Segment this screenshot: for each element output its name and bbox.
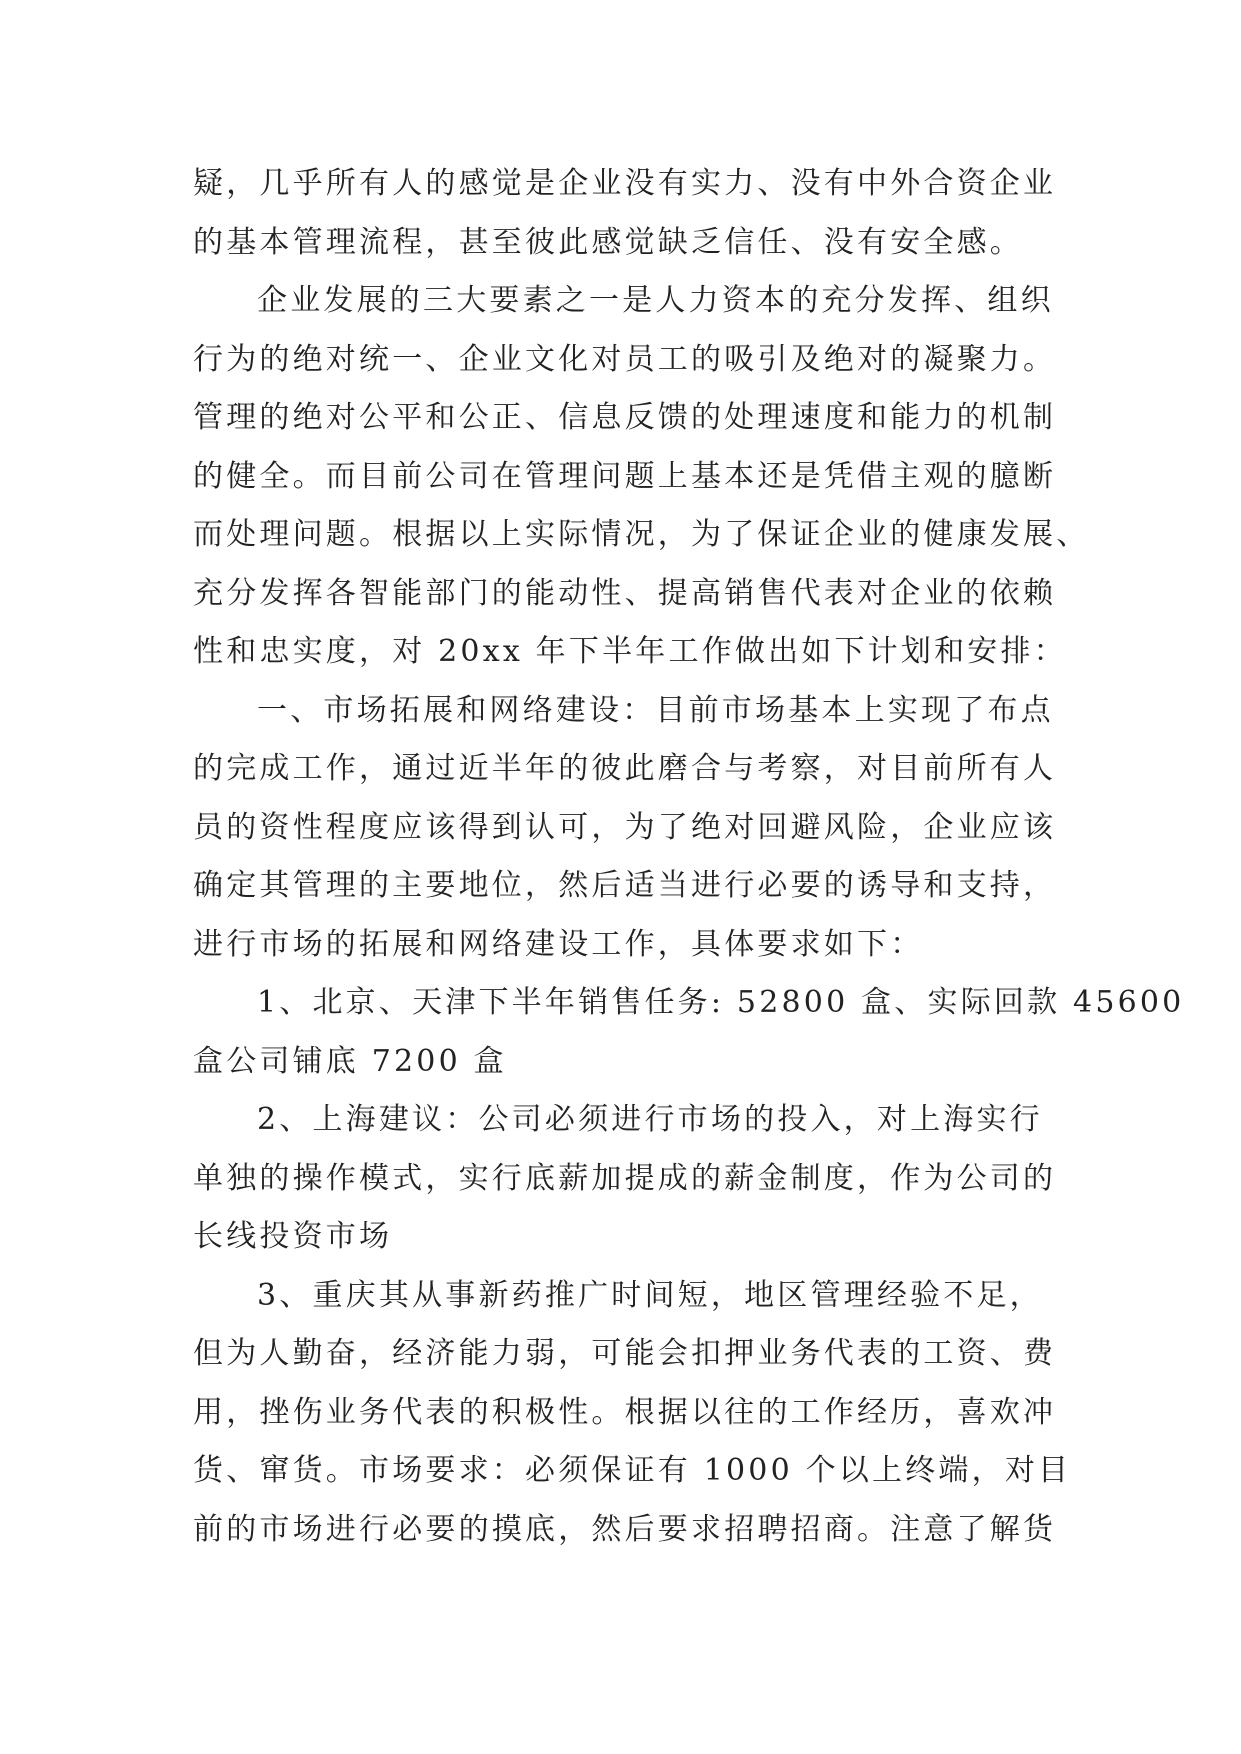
paragraph-6 [193,1267,1072,1560]
text-line: 确定其管理的主要地位，然后适当进行必要的诱导和支持， [193,868,1057,903]
text-line: 管理的绝对公平和公正、信息反馈的处理速度和能力的机制 [193,400,1057,435]
text-line: 进行市场的拓展和网络建设工作，具体要求如下： [193,926,924,962]
text-line: 疑，几乎所有人的感觉是企业没有实力、没有中外合资企业 [193,166,1057,201]
text-line: 用，挫伤业务代表的积极性。根据以往的工作经历，喜欢冲 [193,1394,1057,1430]
text-line: 而处理问题。根据以上实际情况，为了保证企业的健康发展、 [193,517,1090,552]
text-line: 长线投资市场 [193,1219,393,1254]
text-line: 行为的绝对统一、企业文化对员工的吸引及绝对的凝聚力。 [193,341,1057,377]
text-line-indented: 一、市场拓展和网络建设：目前市场基本上实现了布点 [257,692,1054,728]
paragraph-4 [193,974,1185,1091]
text-line: 员的资性程度应该得到认可，为了绝对回避风险，企业应该 [193,809,1057,845]
paragraph-2 [193,272,1090,682]
text-line-indented: 2、上海建议：公司必须进行市场的投入，对上海实行 [257,1102,1043,1137]
paragraph-1 [193,155,1057,272]
text-line: 单独的操作模式，实行底薪加提成的薪金制度，作为公司的 [193,1160,1057,1196]
paragraph-5 [193,1091,1057,1267]
text-line: 盒公司铺底 7200 盒 [193,1043,507,1079]
text-line: 货、窜货。市场要求：必须保证有 1000 个以上终端，对目 [193,1453,1072,1488]
text-line: 但为人勤奋，经济能力弱，可能会扣押业务代表的工资、费 [193,1336,1057,1371]
document-body [193,155,1185,1559]
text-line: 的健全。而目前公司在管理问题上基本还是凭借主观的臆断 [193,458,1057,494]
text-line: 性和忠实度，对 20xx 年下半年工作做出如下计划和安排： [193,634,1067,669]
text-line: 前的市场进行必要的摸底，然后要求招聘招商。注意了解货 [193,1511,1057,1547]
text-line-indented: 3、重庆其从事新药推广时间短，地区管理经验不足， [257,1277,1043,1313]
paragraph-3 [193,682,1057,975]
text-line-indented: 1、北京、天津下半年销售任务: 52800 盒、实际回款 45600 [257,985,1185,1020]
text-line-indented: 企业发展的三大要素之一是人力资本的充分发挥、组织 [257,283,1054,318]
text-line: 充分发挥各智能部门的能动性、提高销售代表对企业的依赖 [193,575,1057,611]
text-line: 的完成工作，通过近半年的彼此磨合与考察，对目前所有人 [193,751,1057,786]
text-line: 的基本管理流程，甚至彼此感觉缺乏信任、没有安全感。 [193,224,1023,260]
